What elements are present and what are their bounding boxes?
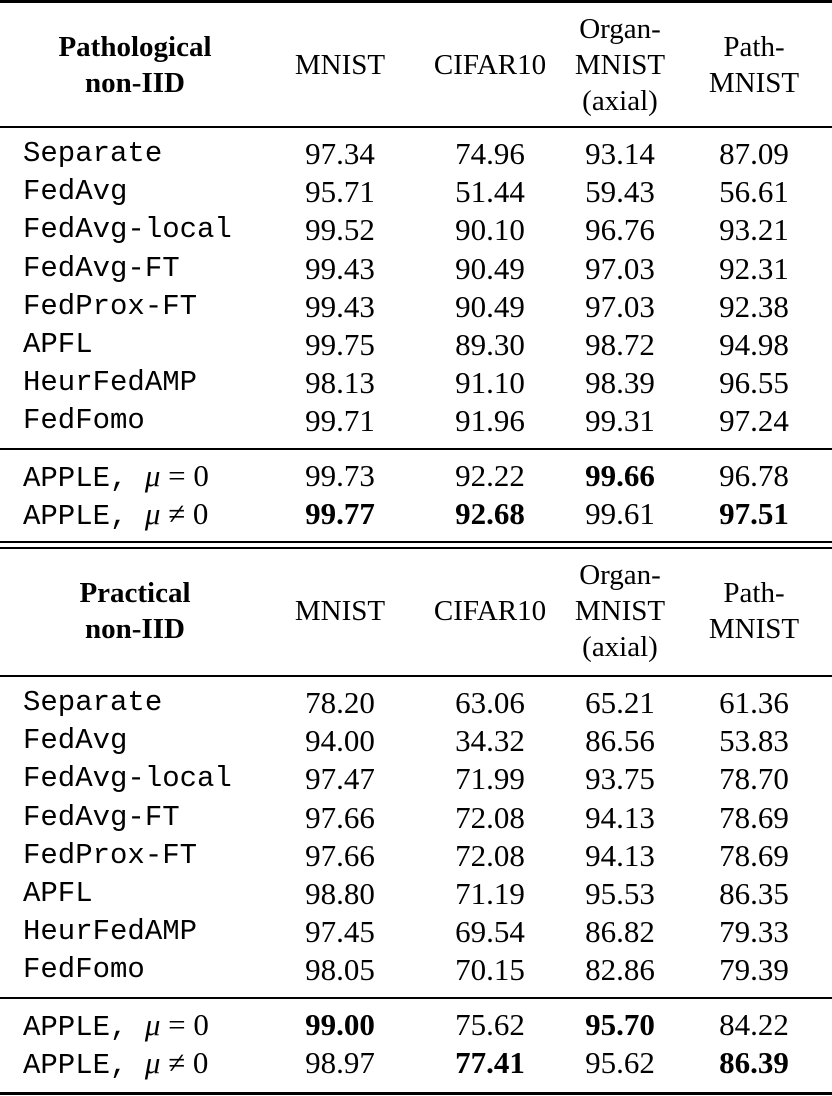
table-cell: 53.83 <box>719 723 789 759</box>
mu-relation: ≠ 0 <box>160 496 209 532</box>
table-cell: 78.69 <box>719 799 789 835</box>
table-cell: 72.08 <box>455 837 525 873</box>
column-header-line: Path- <box>723 31 785 63</box>
column-header-line: CIFAR10 <box>433 595 547 627</box>
section-header <box>0 4 832 126</box>
table-cell: 94.13 <box>585 837 655 873</box>
table-cell: 93.75 <box>585 761 655 797</box>
table-cell: 86.82 <box>585 914 655 950</box>
table-row <box>0 250 832 288</box>
method-name: FedFomo <box>23 953 145 987</box>
table-cell: 71.19 <box>455 876 525 911</box>
table-cell: 56.61 <box>719 174 789 210</box>
table-cell: 92.38 <box>719 288 789 324</box>
table-cell: 94.13 <box>585 799 655 835</box>
table-row <box>0 211 832 249</box>
table-row <box>0 326 832 364</box>
table-cell: 96.78 <box>719 458 789 493</box>
table-cell: 79.33 <box>719 914 789 950</box>
column-header <box>560 11 680 119</box>
table-row <box>0 288 832 326</box>
table-cell: 97.51 <box>719 496 789 532</box>
table-cell: 94.98 <box>719 327 789 362</box>
table-cell: 65.21 <box>585 685 655 720</box>
section-title-line: Practical <box>79 577 191 609</box>
table-cell: 96.55 <box>719 365 789 401</box>
table-cell: 51.44 <box>455 174 525 210</box>
method-name: APFL <box>23 328 93 361</box>
top-rule <box>0 0 832 3</box>
table-cell: 92.31 <box>719 250 789 286</box>
apple-method-name <box>23 457 209 495</box>
table-cell: 78.69 <box>719 837 789 873</box>
method-name: HeurFedAMP <box>23 366 198 400</box>
table-cell: 91.96 <box>455 403 525 439</box>
table-cell: 86.39 <box>719 1045 789 1081</box>
column-header <box>278 593 402 629</box>
header-rule <box>0 675 832 677</box>
column-header-line: (axial) <box>582 85 658 117</box>
apple-method-name <box>23 1006 209 1044</box>
table-cell: 99.43 <box>305 250 375 286</box>
bottom-rule <box>0 1092 832 1095</box>
table-cell: 92.22 <box>455 458 525 493</box>
table-row <box>0 913 832 951</box>
table-cell: 77.41 <box>455 1045 525 1081</box>
table-row <box>0 173 832 211</box>
mu-relation: = 0 <box>160 458 209 493</box>
apple-separator-rule <box>0 997 832 999</box>
apple-name: APPLE, <box>23 462 128 495</box>
column-header-line: CIFAR10 <box>433 49 547 81</box>
table-cell: 71.99 <box>455 761 525 797</box>
table-cell: 99.66 <box>585 458 655 493</box>
table-cell: 95.70 <box>585 1007 655 1042</box>
table-cell: 87.09 <box>719 136 789 171</box>
column-header <box>690 29 818 101</box>
apple-row <box>0 457 832 495</box>
apple-name: APPLE, <box>23 1011 128 1044</box>
table-cell: 94.00 <box>305 723 375 759</box>
apple-row <box>0 1044 832 1082</box>
column-header <box>420 47 560 83</box>
method-name: FedAvg-local <box>23 762 232 796</box>
header-rule <box>0 126 832 128</box>
table-row <box>0 684 832 722</box>
table-row <box>0 402 832 440</box>
section-header <box>0 550 832 672</box>
table-cell: 99.73 <box>305 458 375 493</box>
table-cell: 98.97 <box>305 1045 375 1081</box>
double-rule-upper <box>0 541 832 543</box>
method-name: Separate <box>23 137 163 170</box>
column-header <box>560 557 680 665</box>
method-name: Separate <box>23 686 163 719</box>
apple-method-name <box>23 495 208 533</box>
mu-relation: = 0 <box>160 1007 209 1042</box>
table-cell: 97.45 <box>305 914 375 950</box>
mu-symbol: μ <box>144 458 161 493</box>
table-cell: 98.05 <box>305 952 375 988</box>
method-name: APFL <box>23 877 93 910</box>
table-cell: 79.39 <box>719 952 789 988</box>
table-cell: 95.62 <box>585 1045 655 1081</box>
table-cell: 69.54 <box>455 914 525 950</box>
table-cell: 74.96 <box>455 136 525 171</box>
table-cell: 97.24 <box>719 403 789 439</box>
section-title-line: non-IID <box>85 67 185 99</box>
apple-name: APPLE, <box>23 500 128 534</box>
column-header-line: Organ- <box>579 559 661 591</box>
section-title <box>30 29 240 101</box>
table-cell: 98.39 <box>585 365 655 401</box>
column-header-line: Organ- <box>579 13 661 45</box>
table-cell: 63.06 <box>455 685 525 720</box>
table-cell: 91.10 <box>455 365 525 401</box>
table-cell: 97.03 <box>585 288 655 324</box>
method-name: HeurFedAMP <box>23 915 198 949</box>
method-name: FedFomo <box>23 404 145 438</box>
apple-separator-rule <box>0 448 832 450</box>
double-rule-lower <box>0 547 832 549</box>
table-cell: 95.53 <box>585 876 655 911</box>
table-cell: 97.66 <box>305 799 375 835</box>
table-cell: 99.31 <box>585 403 655 439</box>
table-cell: 93.21 <box>719 212 789 248</box>
table-row <box>0 135 832 173</box>
apple-row <box>0 1006 832 1044</box>
table-cell: 99.71 <box>305 403 375 439</box>
table-cell: 99.43 <box>305 288 375 324</box>
table-cell: 90.10 <box>455 212 525 248</box>
column-header-line: MNIST <box>574 49 666 81</box>
table-cell: 98.72 <box>585 327 655 362</box>
section-title <box>30 575 240 647</box>
table-row <box>0 364 832 402</box>
table-cell: 90.49 <box>455 288 525 324</box>
table-cell: 99.00 <box>305 1007 375 1042</box>
table-cell: 99.75 <box>305 327 375 362</box>
section-title-line: non-IID <box>85 613 185 645</box>
table-cell: 98.13 <box>305 365 375 401</box>
method-name: FedProx-FT <box>23 289 198 323</box>
apple-name: APPLE, <box>23 1049 128 1083</box>
table-row <box>0 722 832 760</box>
table-cell: 75.62 <box>455 1007 525 1042</box>
column-header <box>278 47 402 83</box>
mu-symbol: μ <box>144 496 161 532</box>
table-row <box>0 760 832 798</box>
table-cell: 61.36 <box>719 685 789 720</box>
column-header-line: MNIST <box>294 595 386 627</box>
table-cell: 95.71 <box>305 174 375 210</box>
table-cell: 98.80 <box>305 876 375 911</box>
table-cell: 93.14 <box>585 136 655 171</box>
method-name: FedAvg-local <box>23 213 232 247</box>
table-cell: 99.61 <box>585 496 655 532</box>
table-cell: 34.32 <box>455 723 525 759</box>
table-cell: 78.70 <box>719 761 789 797</box>
column-header-line: MNIST <box>574 595 666 627</box>
table-cell: 97.03 <box>585 250 655 286</box>
apple-method-name <box>23 1044 208 1082</box>
table-cell: 92.68 <box>455 496 525 532</box>
mu-symbol: μ <box>144 1045 161 1081</box>
table-cell: 70.15 <box>455 952 525 988</box>
column-header-line: (axial) <box>582 631 658 663</box>
column-header <box>420 593 560 629</box>
table-row <box>0 875 832 913</box>
table-cell: 78.20 <box>305 685 375 720</box>
table-cell: 59.43 <box>585 174 655 210</box>
section-title-line: Pathological <box>58 31 212 63</box>
table-cell: 84.22 <box>719 1007 789 1042</box>
table-cell: 82.86 <box>585 952 655 988</box>
apple-row <box>0 495 832 533</box>
table-row <box>0 951 832 989</box>
table-cell: 90.49 <box>455 250 525 286</box>
table-cell: 86.35 <box>719 876 789 911</box>
mu-relation: ≠ 0 <box>160 1045 209 1081</box>
method-name: FedAvg-FT <box>23 800 180 834</box>
table-cell: 96.76 <box>585 212 655 248</box>
table-cell: 99.77 <box>305 496 375 532</box>
column-header-line: Path- <box>723 577 785 609</box>
method-name: FedAvg <box>23 175 128 209</box>
table-cell: 99.52 <box>305 212 375 248</box>
table-row <box>0 837 832 875</box>
column-header-line: MNIST <box>708 67 800 99</box>
column-header-line: MNIST <box>294 49 386 81</box>
table-cell: 72.08 <box>455 799 525 835</box>
method-name: FedProx-FT <box>23 838 198 872</box>
table-row <box>0 799 832 837</box>
table-cell: 89.30 <box>455 327 525 362</box>
table-cell: 97.34 <box>305 136 375 171</box>
method-name: FedAvg-FT <box>23 251 180 285</box>
mu-symbol: μ <box>144 1007 161 1042</box>
table-cell: 97.66 <box>305 837 375 873</box>
table-cell: 86.56 <box>585 723 655 759</box>
method-name: FedAvg <box>23 724 128 758</box>
column-header-line: MNIST <box>708 613 800 645</box>
table-cell: 97.47 <box>305 761 375 797</box>
column-header <box>690 575 818 647</box>
